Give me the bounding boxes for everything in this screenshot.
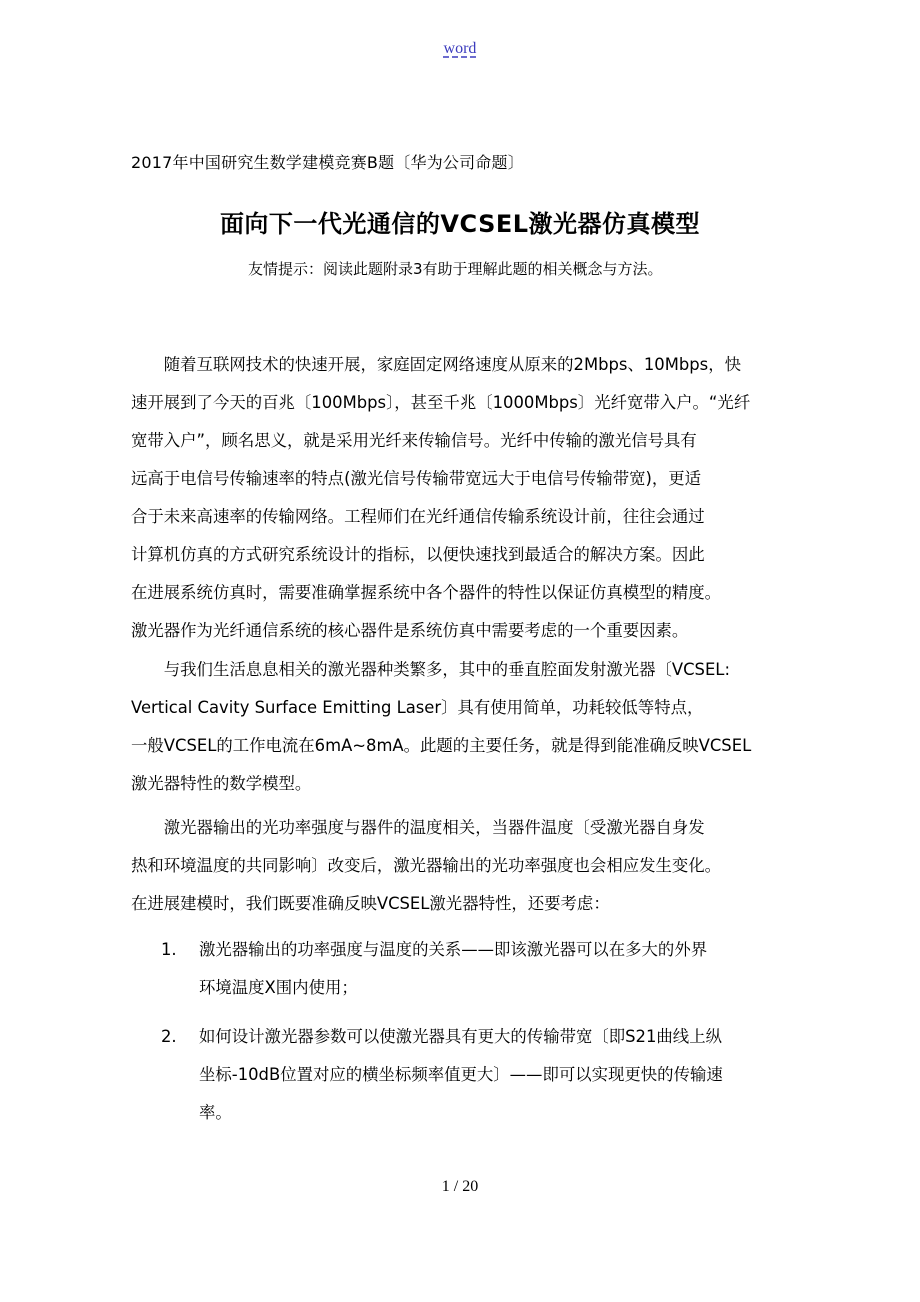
paragraph-line: 随着互联网技术的快速开展，家庭固定网络速度从原来的2Mbps、10Mbps，快 bbox=[131, 355, 741, 374]
list-item-line: 率。 bbox=[199, 1103, 232, 1122]
paragraph-line: 在进展系统仿真时，需要准确掌握系统中各个器件的特性以保证仿真模型的精度。 bbox=[131, 583, 722, 602]
list-item-line: 环境温度X围内使用； bbox=[199, 978, 358, 997]
paragraph-line: 与我们生活息息相关的激光器种类繁多，其中的垂直腔面发射激光器〔VCSEL: bbox=[131, 660, 730, 679]
paragraph-vcsel bbox=[131, 651, 796, 803]
document-title: 面向下一代光通信的VCSEL激光器仿真模型 bbox=[219, 210, 701, 238]
paragraph-line: 一般VCSEL的工作电流在6mA~8mA。此题的主要任务，就是得到能准确反映VCSEL bbox=[131, 736, 752, 755]
list-item-number: 1. bbox=[161, 940, 177, 959]
list-item-line: 如何设计激光器参数可以使激光器具有更大的传输带宽〔即S21曲线上纵 bbox=[199, 1027, 722, 1046]
list-item-number: 2. bbox=[161, 1027, 177, 1046]
paragraph-line: 远高于电信号传输速率的特点(激光信号传输带宽远大于电信号传输带宽)，更适 bbox=[131, 469, 702, 488]
list-item bbox=[131, 931, 796, 1007]
paragraph-line: Vertical Cavity Surface Emitting Laser〕具有使用简单，功耗较低等特点， bbox=[131, 698, 704, 717]
list-item-line: 激光器输出的功率强度与温度的关系——即该激光器可以在多大的外界 bbox=[199, 940, 708, 959]
paragraph-temperature bbox=[131, 809, 796, 923]
paragraph-line: 合于未来高速率的传输网络。工程师们在光纤通信传输系统设计前，往往会通过 bbox=[131, 507, 705, 526]
list-item-line: 坐标-10dB位置对应的横坐标频率值更大〕——即可以实现更快的传输速 bbox=[199, 1065, 723, 1084]
paragraph-line: 计算机仿真的方式研究系统设计的指标，以便快速找到最适合的解决方案。因此 bbox=[131, 545, 705, 564]
friendly-hint: 友情提示：阅读此题附录3有助于理解此题的相关概念与方法。 bbox=[248, 260, 663, 278]
paragraph-line: 宽带入户”，顾名思义，就是采用光纤来传输信号。光纤中传输的激光信号具有 bbox=[131, 431, 697, 450]
paragraph-line: 速开展到了今天的百兆〔100Mbps〕，甚至千兆〔1000Mbps〕光纤宽带入户。“光纤 bbox=[131, 393, 751, 412]
paragraph-line: 在进展建模时，我们既要准确反映VCSEL激光器特性，还要考虑： bbox=[131, 894, 610, 913]
paragraph-intro bbox=[131, 346, 796, 650]
paragraph-line: 热和环境温度的共同影响〕改变后，激光器输出的光功率强度也会相应发生变化。 bbox=[131, 856, 722, 875]
page-number: 1 / 20 bbox=[441, 1178, 479, 1195]
paragraph-line: 激光器作为光纤通信系统的核心器件是系统仿真中需要考虑的一个重要因素。 bbox=[131, 621, 689, 640]
paragraph-line: 激光器输出的光功率强度与器件的温度相关，当器件温度〔受激光器自身发 bbox=[131, 818, 705, 837]
contest-line: 2017年中国研究生数学建模竞赛B题〔华为公司命题〕 bbox=[131, 153, 524, 172]
header-word-link[interactable]: word bbox=[443, 40, 477, 57]
list-item bbox=[131, 1018, 796, 1132]
paragraph-line: 激光器特性的数学模型。 bbox=[131, 774, 312, 793]
